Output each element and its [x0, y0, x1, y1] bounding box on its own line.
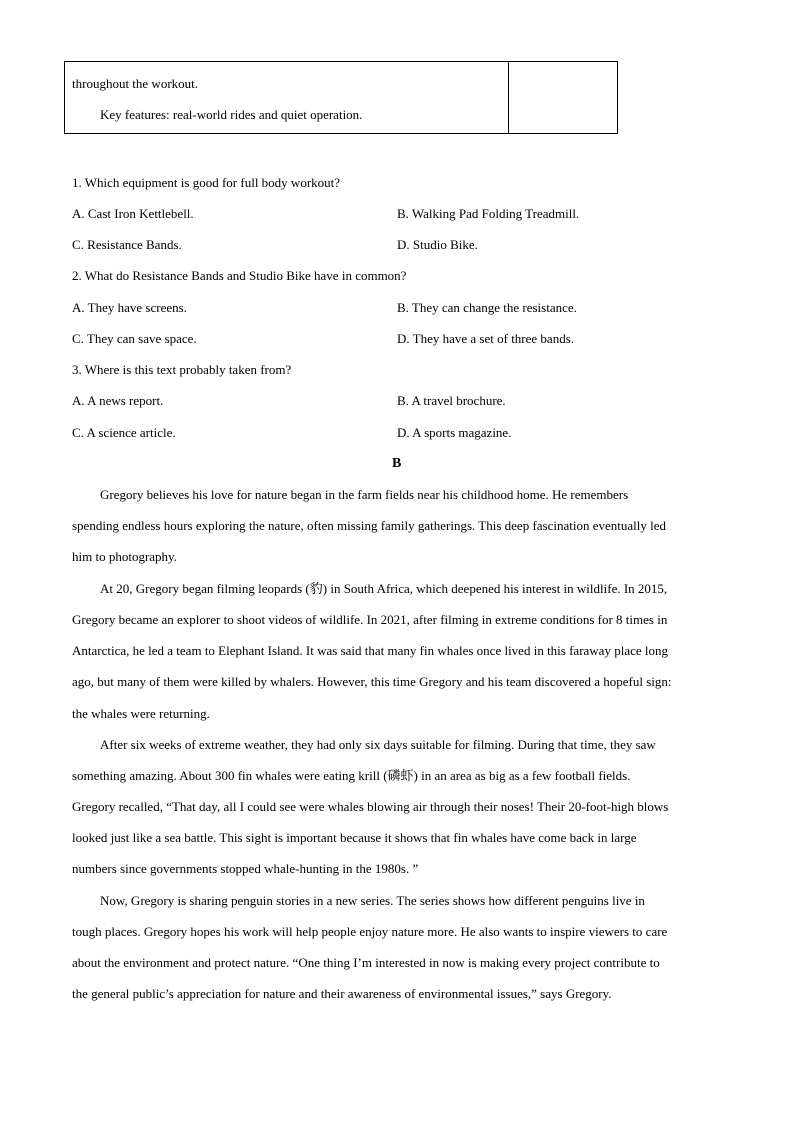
question-2-option-c: C. They can save space.: [72, 331, 197, 346]
equipment-table-fragment: [64, 61, 618, 134]
passage-line: tough places. Gregory hopes his work will help people enjoy nature more. He also wants to inspire viewers to care: [72, 924, 668, 939]
table-cell-key-features: Key features: real-world rides and quiet operation.: [100, 107, 363, 122]
passage-line: Gregory became an explorer to shoot videos of wildlife. In 2021, after filming in extreme conditions for 8 times in: [72, 612, 668, 627]
question-1-option-b: B. Walking Pad Folding Treadmill.: [397, 206, 580, 221]
question-3-stem: 3. Where is this text probably taken from?: [72, 362, 292, 377]
question-2-option-d: D. They have a set of three bands.: [397, 331, 575, 346]
question-3-option-a: A. A news report.: [72, 393, 164, 408]
question-1-option-c: C. Resistance Bands.: [72, 237, 182, 252]
passage-line: the general public’s appreciation for nature and their awareness of environmental issues,” says Gregory.: [72, 986, 612, 1001]
table-cell-text-line: throughout the workout.: [72, 76, 199, 91]
passage-line: him to photography.: [72, 549, 177, 564]
passage-line: Now, Gregory is sharing penguin stories in a new series. The series shows how different penguins live in: [100, 893, 645, 908]
question-3-option-d: D. A sports magazine.: [397, 425, 512, 440]
section-b-heading: B: [392, 456, 402, 471]
question-2-option-a: A. They have screens.: [72, 300, 187, 315]
passage-line: Gregory believes his love for nature began in the farm fields near his childhood home. He remembers: [100, 487, 629, 502]
passage-line: spending endless hours exploring the nature, often missing family gatherings. This deep fascination eventually led: [72, 518, 667, 533]
passage-line: about the environment and protect nature. “One thing I’m interested in now is making every project contribute to: [72, 955, 660, 970]
passage-line: ago, but many of them were killed by whalers. However, this time Gregory and his team discovered a hopeful sign:: [72, 674, 672, 689]
question-1-option-a: A. Cast Iron Kettlebell.: [72, 206, 194, 221]
question-3-option-c: C. A science article.: [72, 425, 176, 440]
passage-line: Antarctica, he led a team to Elephant Island. It was said that many fin whales once lived in this faraway place long: [72, 643, 668, 658]
question-3-option-b: B. A travel brochure.: [397, 393, 506, 408]
question-2-option-b: B. They can change the resistance.: [397, 300, 577, 315]
passage-line: the whales were returning.: [72, 706, 210, 721]
passage-line: something amazing. About 300 fin whales were eating krill (磷虾) in an area as big as a few football fields.: [72, 768, 631, 783]
passage-line: At 20, Gregory began filming leopards (豹) in South Africa, which deepened his interest in wildlife. In 2015,: [100, 581, 668, 596]
question-2-stem: 2. What do Resistance Bands and Studio Bike have in common?: [72, 268, 407, 283]
question-1-stem: 1. Which equipment is good for full body workout?: [72, 175, 341, 190]
passage-line: After six weeks of extreme weather, they had only six days suitable for filming. During that time, they saw: [100, 737, 656, 752]
table-column-divider: [508, 62, 509, 133]
passage-line: Gregory recalled, “That day, all I could see were whales blowing air through their noses! Their 20-foot-high blows: [72, 799, 669, 814]
passage-line: looked just like a sea battle. This sight is important because it shows that fin whales have come back in large: [72, 830, 637, 845]
question-1-option-d: D. Studio Bike.: [397, 237, 478, 252]
passage-line: numbers since governments stopped whale-hunting in the 1980s. ”: [72, 861, 419, 876]
